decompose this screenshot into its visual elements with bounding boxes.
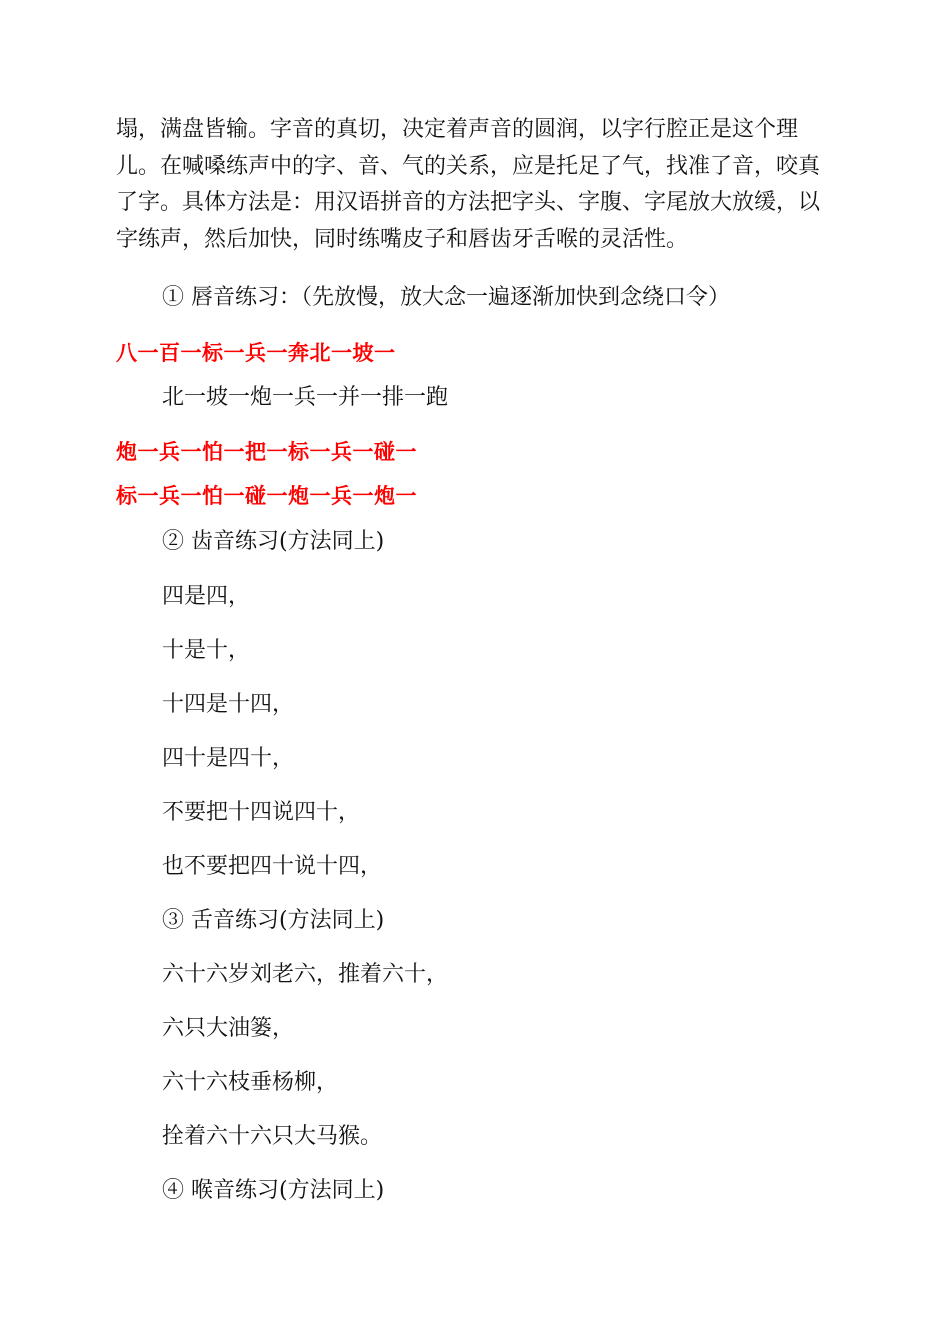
red-tongue-twister-line: 炮一兵一怕一把一标一兵一碰一 xyxy=(116,440,417,464)
verse-line: 十四是十四， xyxy=(162,692,295,717)
section4-heading: ④ 喉音练习(方法同上) xyxy=(162,1178,385,1203)
section3-heading: ③ 舌音练习(方法同上) xyxy=(162,908,385,933)
verse-line: 六十六枝垂杨柳， xyxy=(162,1070,339,1095)
paragraph-line: 了字。具体方法是：用汉语拼音的方法把字头、字腹、字尾放大放缓，以 xyxy=(116,190,821,215)
red-tongue-twister-line: 八一百一标一兵一奔北一坡一 xyxy=(116,341,396,365)
tongue-twister-line: 北一坡一炮一兵一并一排一跑 xyxy=(162,385,449,410)
verse-line: 四十是四十， xyxy=(162,746,295,771)
verse-line: 四是四， xyxy=(162,584,251,609)
paragraph-line: 塌，满盘皆输。字音的真切，决定着声音的圆润，以字行腔正是这个理 xyxy=(116,117,799,142)
verse-line: 六十六岁刘老六，推着六十， xyxy=(162,962,449,987)
paragraph-line: 儿。在喊嗓练声中的字、音、气的关系，应是托足了气，找准了音，咬真 xyxy=(116,153,821,179)
verse-line: 也不要把四十说十四， xyxy=(162,854,383,879)
paragraph-line: 字练声，然后加快，同时练嘴皮子和唇齿牙舌喉的灵活性。 xyxy=(116,226,689,252)
verse-line: 不要把十四说四十， xyxy=(162,800,361,825)
intro-paragraph xyxy=(116,112,832,258)
section2-heading: ② 齿音练习(方法同上) xyxy=(162,529,385,554)
verse-line: 拴着六十六只大马猴。 xyxy=(162,1124,383,1149)
verse-line: 十是十， xyxy=(162,638,251,663)
red-tongue-twister-line: 标一兵一怕一碰一炮一兵一炮一 xyxy=(116,484,417,508)
section1-heading: ① 唇音练习：（先放慢，放大念一遍逐渐加快到念绕口令） xyxy=(162,285,730,310)
verse-line: 六只大油篓， xyxy=(162,1016,295,1041)
